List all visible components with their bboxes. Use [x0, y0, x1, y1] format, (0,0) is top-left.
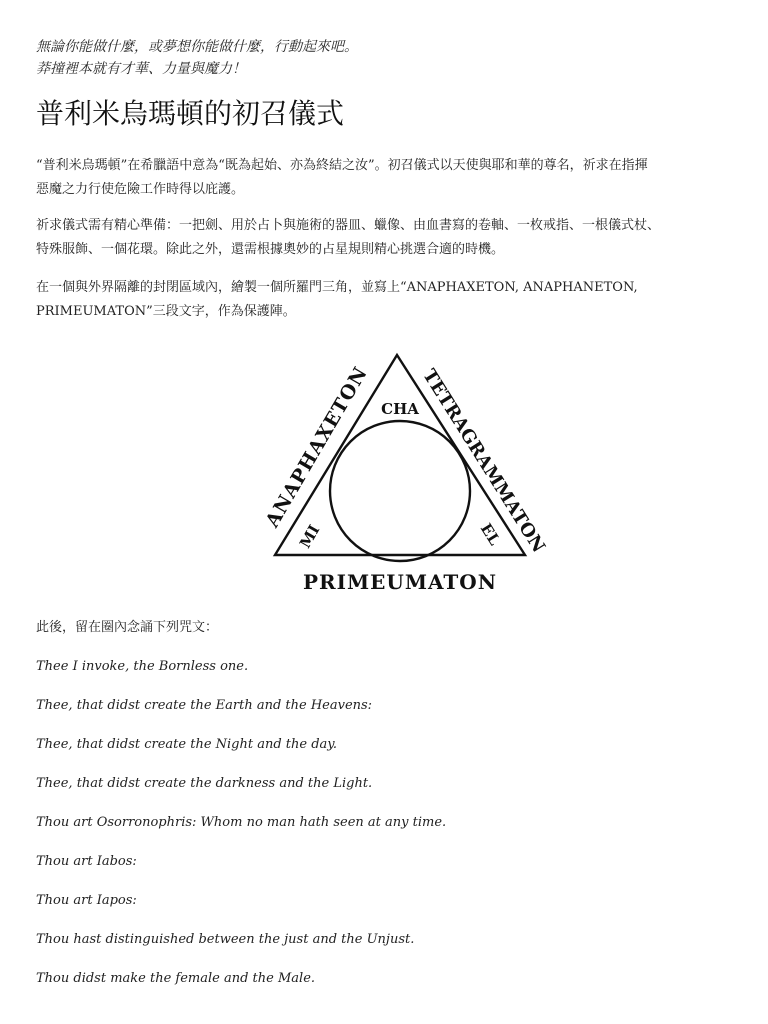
invocation-line: Thou art Iabos: — [36, 854, 137, 869]
triangle-label-bottom: PRIMEUMATON — [303, 570, 497, 594]
invocation-list — [36, 655, 736, 1006]
invocation-line: Thee, that didst create the Earth and the Heavens: — [36, 698, 373, 713]
solomon-triangle-figure — [250, 343, 550, 605]
page-title: 普利米烏瑪頓的初召儀式 — [36, 97, 345, 130]
inner-label-right: EL — [476, 520, 504, 549]
invocation-line: Thee, that didst create the darkness and the Light. — [36, 776, 373, 791]
paragraph-line: 祈求儀式需有精心準備：一把劍、用於占卜與施術的器皿、蠟像、由血書寫的卷軸、一枚戒指、一根儀式杖、 — [36, 218, 661, 233]
invocation-line: Thou art Iapos: — [36, 893, 137, 908]
inner-label-top: CHA — [381, 400, 419, 418]
paragraph-meaning — [36, 154, 736, 202]
subtitle-line-1: 無論你能做什麼，或夢想你能做什麼，行動起來吧。 — [36, 39, 358, 55]
paragraph-line: 特殊服飾、一個花環。除此之外，還需根據奧妙的占星規則精心挑選合適的時機。 — [36, 242, 505, 257]
subtitle — [36, 36, 736, 80]
triangle-label-left — [261, 363, 372, 532]
paragraph-triangle — [36, 276, 736, 324]
paragraph-line: PRIMEUMATON”三段文字，作為保護陣。 — [36, 304, 296, 319]
solomon-triangle-svg — [250, 343, 550, 605]
paragraph-line: “普利米烏瑪頓”在希臘語中意為“既為起始、亦為終結之汝”。初召儀式以天使與耶和華的尊名，祈求在指揮 — [36, 158, 648, 173]
subtitle-line-2: 莽撞裡本就有才華、力量與魔力！ — [36, 61, 246, 77]
invocation-line: Thou art Osorronophris: Whom no man hath seen at any time. — [36, 815, 447, 830]
paragraph-line: 惡魔之力行使危險工作時得以庇護。 — [36, 182, 245, 197]
inner-label-left: MI — [295, 521, 324, 552]
triangle-label-left-path: ANAPHAXETON — [261, 362, 373, 532]
paragraph-preparation — [36, 214, 736, 262]
invocation-line: Thee, that didst create the Night and the day. — [36, 737, 338, 752]
invocation-line: Thou didst make the female and the Male. — [36, 971, 316, 986]
triangle-label-right-path: TETRAGRAMMATON — [418, 365, 550, 557]
invocation-line: Thou hast distinguished between the just and the Unjust. — [36, 932, 415, 947]
invocation-line: Thee I invoke, the Bornless one. — [36, 659, 249, 674]
invocation-intro: 此後，留在圈內念誦下列咒文： — [36, 620, 219, 635]
paragraph-line: 在一個與外界隔離的封閉區域內，繪製一個所羅門三角，並寫上“ANAPHAXETON, ANAPHANETON, — [36, 280, 638, 295]
inner-circle-shape — [330, 421, 470, 561]
